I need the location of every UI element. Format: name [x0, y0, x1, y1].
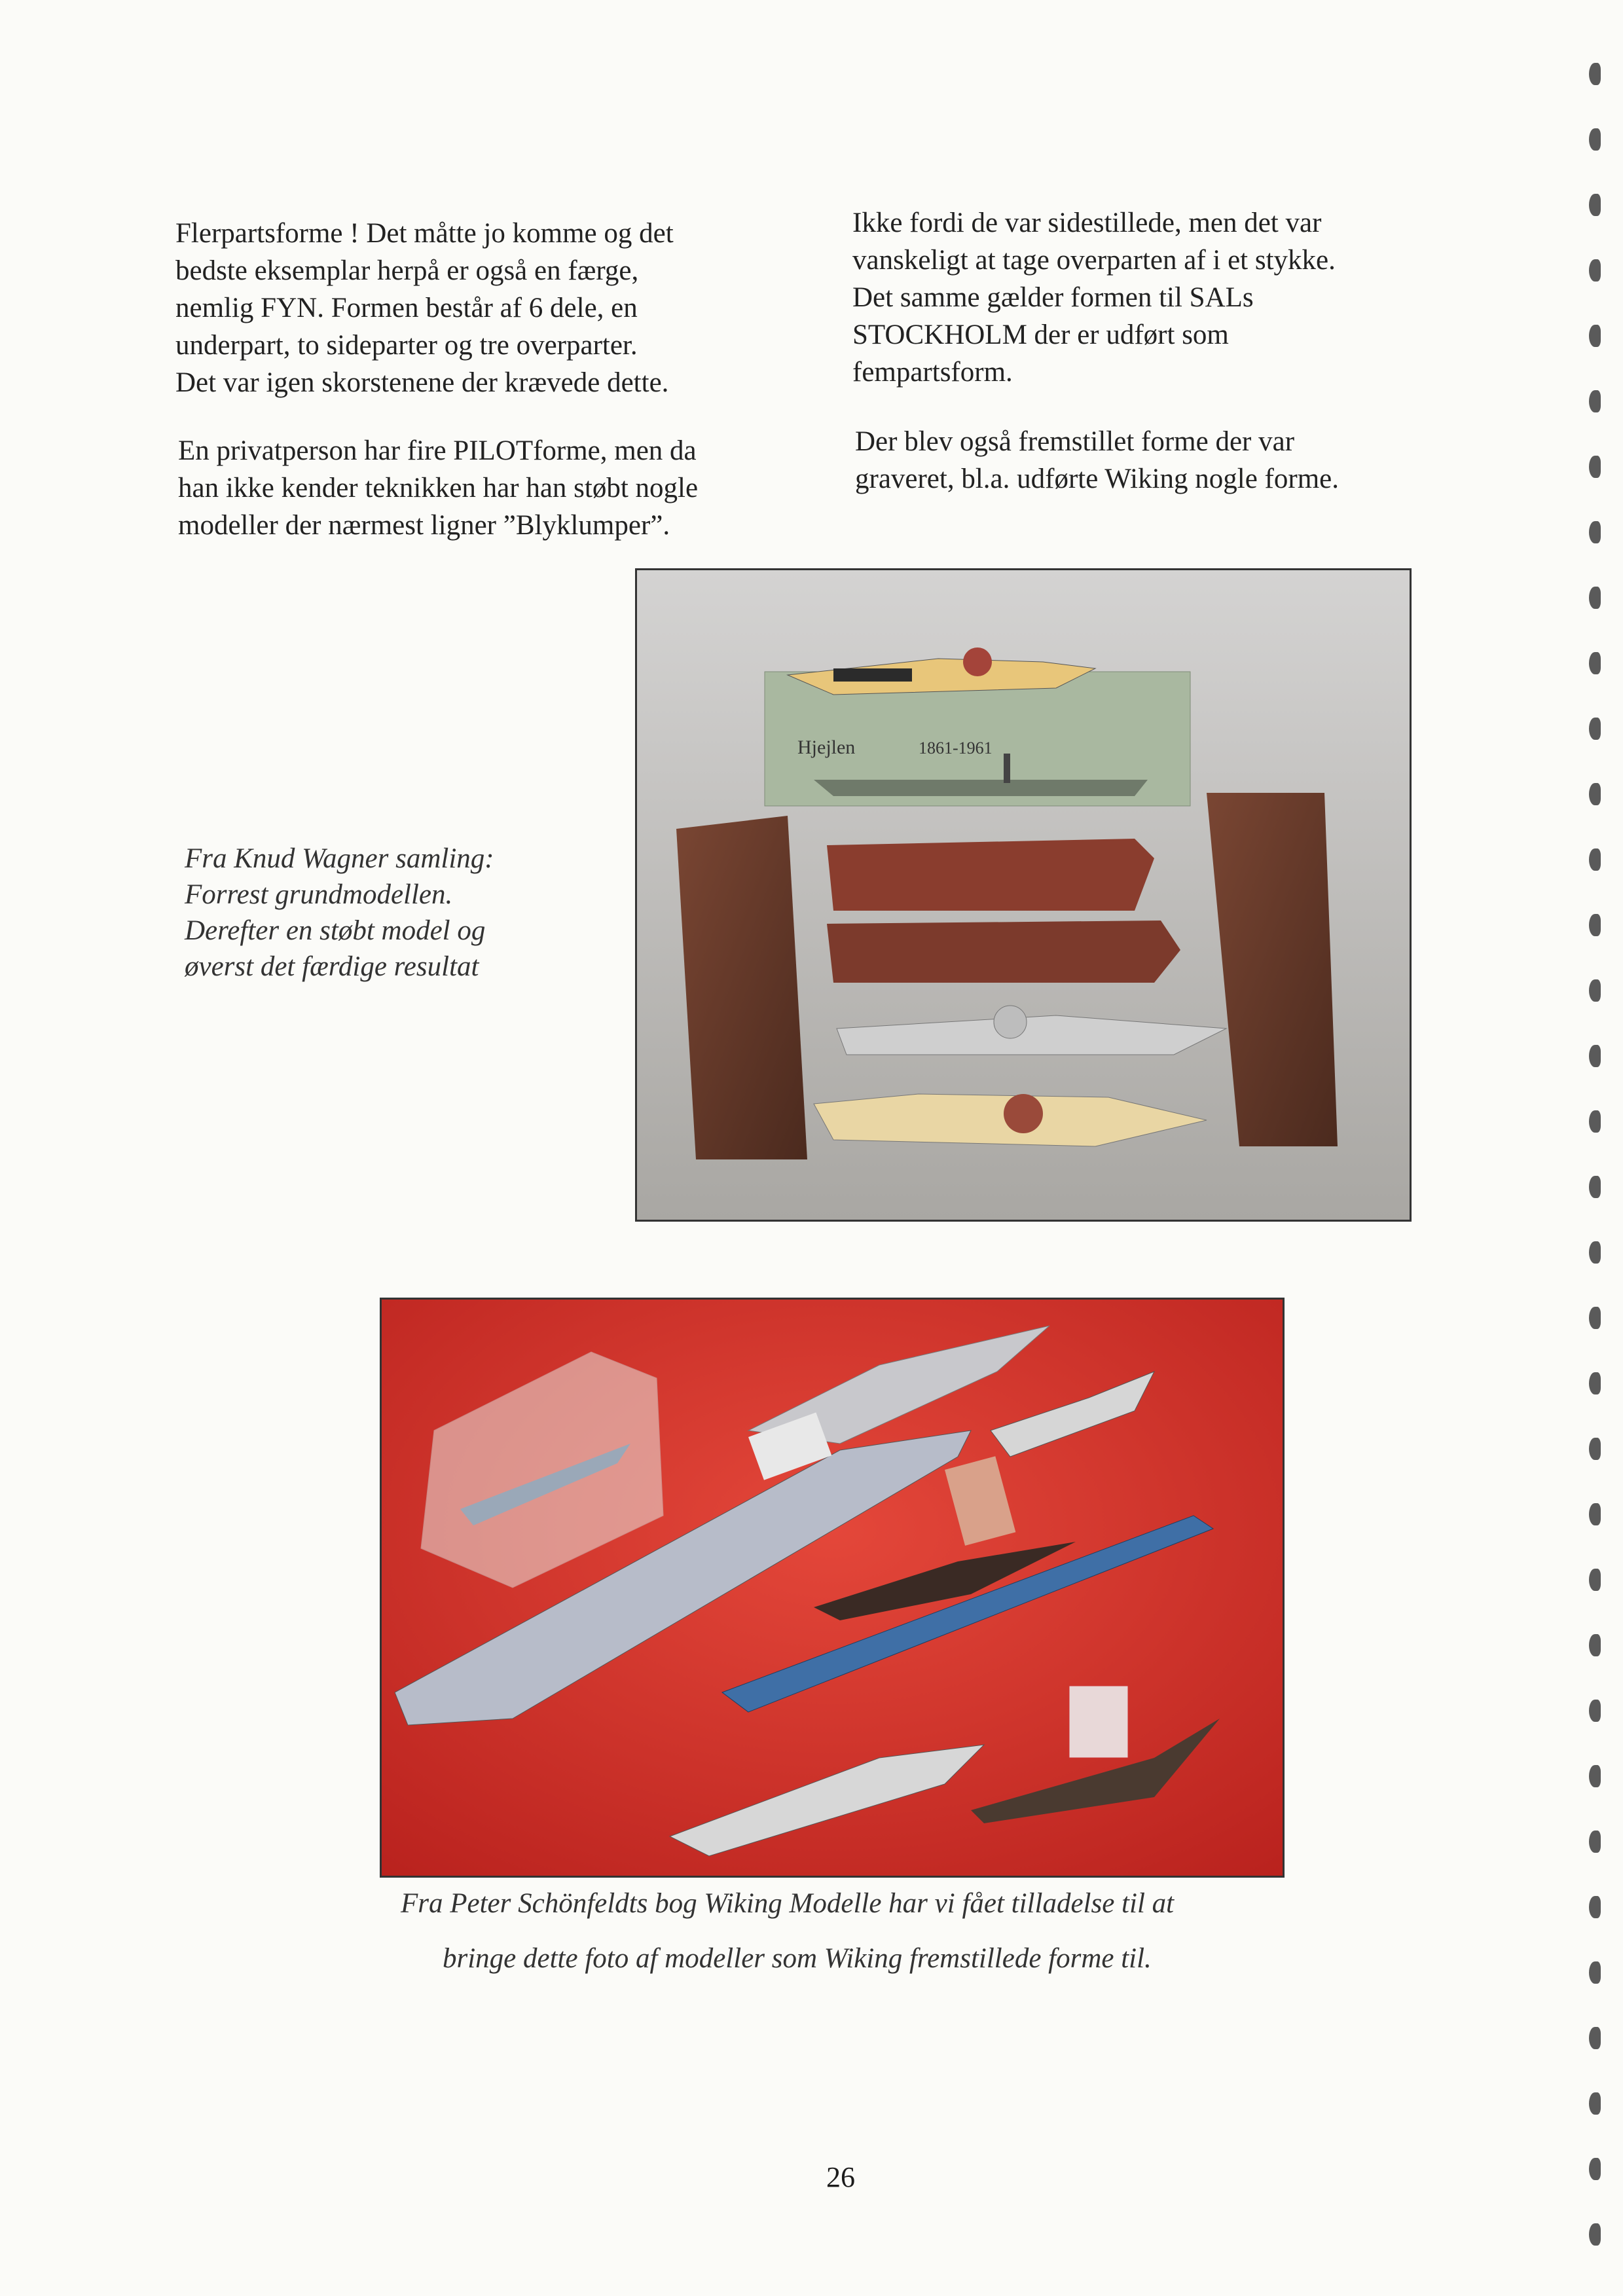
box-label-years: 1861-1961 — [919, 738, 993, 757]
photo-molds-illustration — [637, 570, 1410, 1220]
photo-molds-caption: Fra Knud Wagner samling: Forrest grundmodellen. Derefter en støbt model og øverst det færdige resultat — [185, 843, 494, 982]
box-label-hjejlen: Hjejlen — [797, 737, 856, 758]
spiral-binding — [1577, 0, 1623, 2296]
page-number: 26 — [826, 2161, 855, 2193]
left-paragraph-1: Flerpartsforme ! Det måtte jo komme og det bedste eksemplar herpå er også en færge, nemlig FYN. Formen består af 6 dele, en underpart, to sideparter og tre overparter. Det var igen skorstenene der krævede dette. — [175, 218, 674, 398]
photo-wiking-caption-line1: Fra Peter Schönfeldts bog Wiking Modelle har vi fået tilladelse til at — [401, 1888, 1175, 1919]
left-paragraph-2: En privatperson har fire PILOTforme, men da han ikke kender teknikken har han støbt nogle modeller der nærmest ligner ”Blyklumper”. — [178, 435, 699, 541]
photo-molds — [635, 568, 1412, 1222]
photo-wiking-caption-line2: bringe dette foto af modeller som Wiking fremstillede forme til. — [443, 1943, 1152, 1974]
right-paragraph-2: Der blev også fremstillet forme der var graveret, bl.a. udførte Wiking nogle forme. — [855, 426, 1339, 494]
right-paragraph-1: Ikke fordi de var sidestillede, men det var vanskeligt at tage overparten af i et stykke. Det samme gælder formen til SALs STOCKHOLM der er udført som fempartsform. — [852, 208, 1336, 388]
photo-wiking-illustration — [382, 1300, 1283, 1876]
photo-wiking-models — [380, 1298, 1285, 1878]
